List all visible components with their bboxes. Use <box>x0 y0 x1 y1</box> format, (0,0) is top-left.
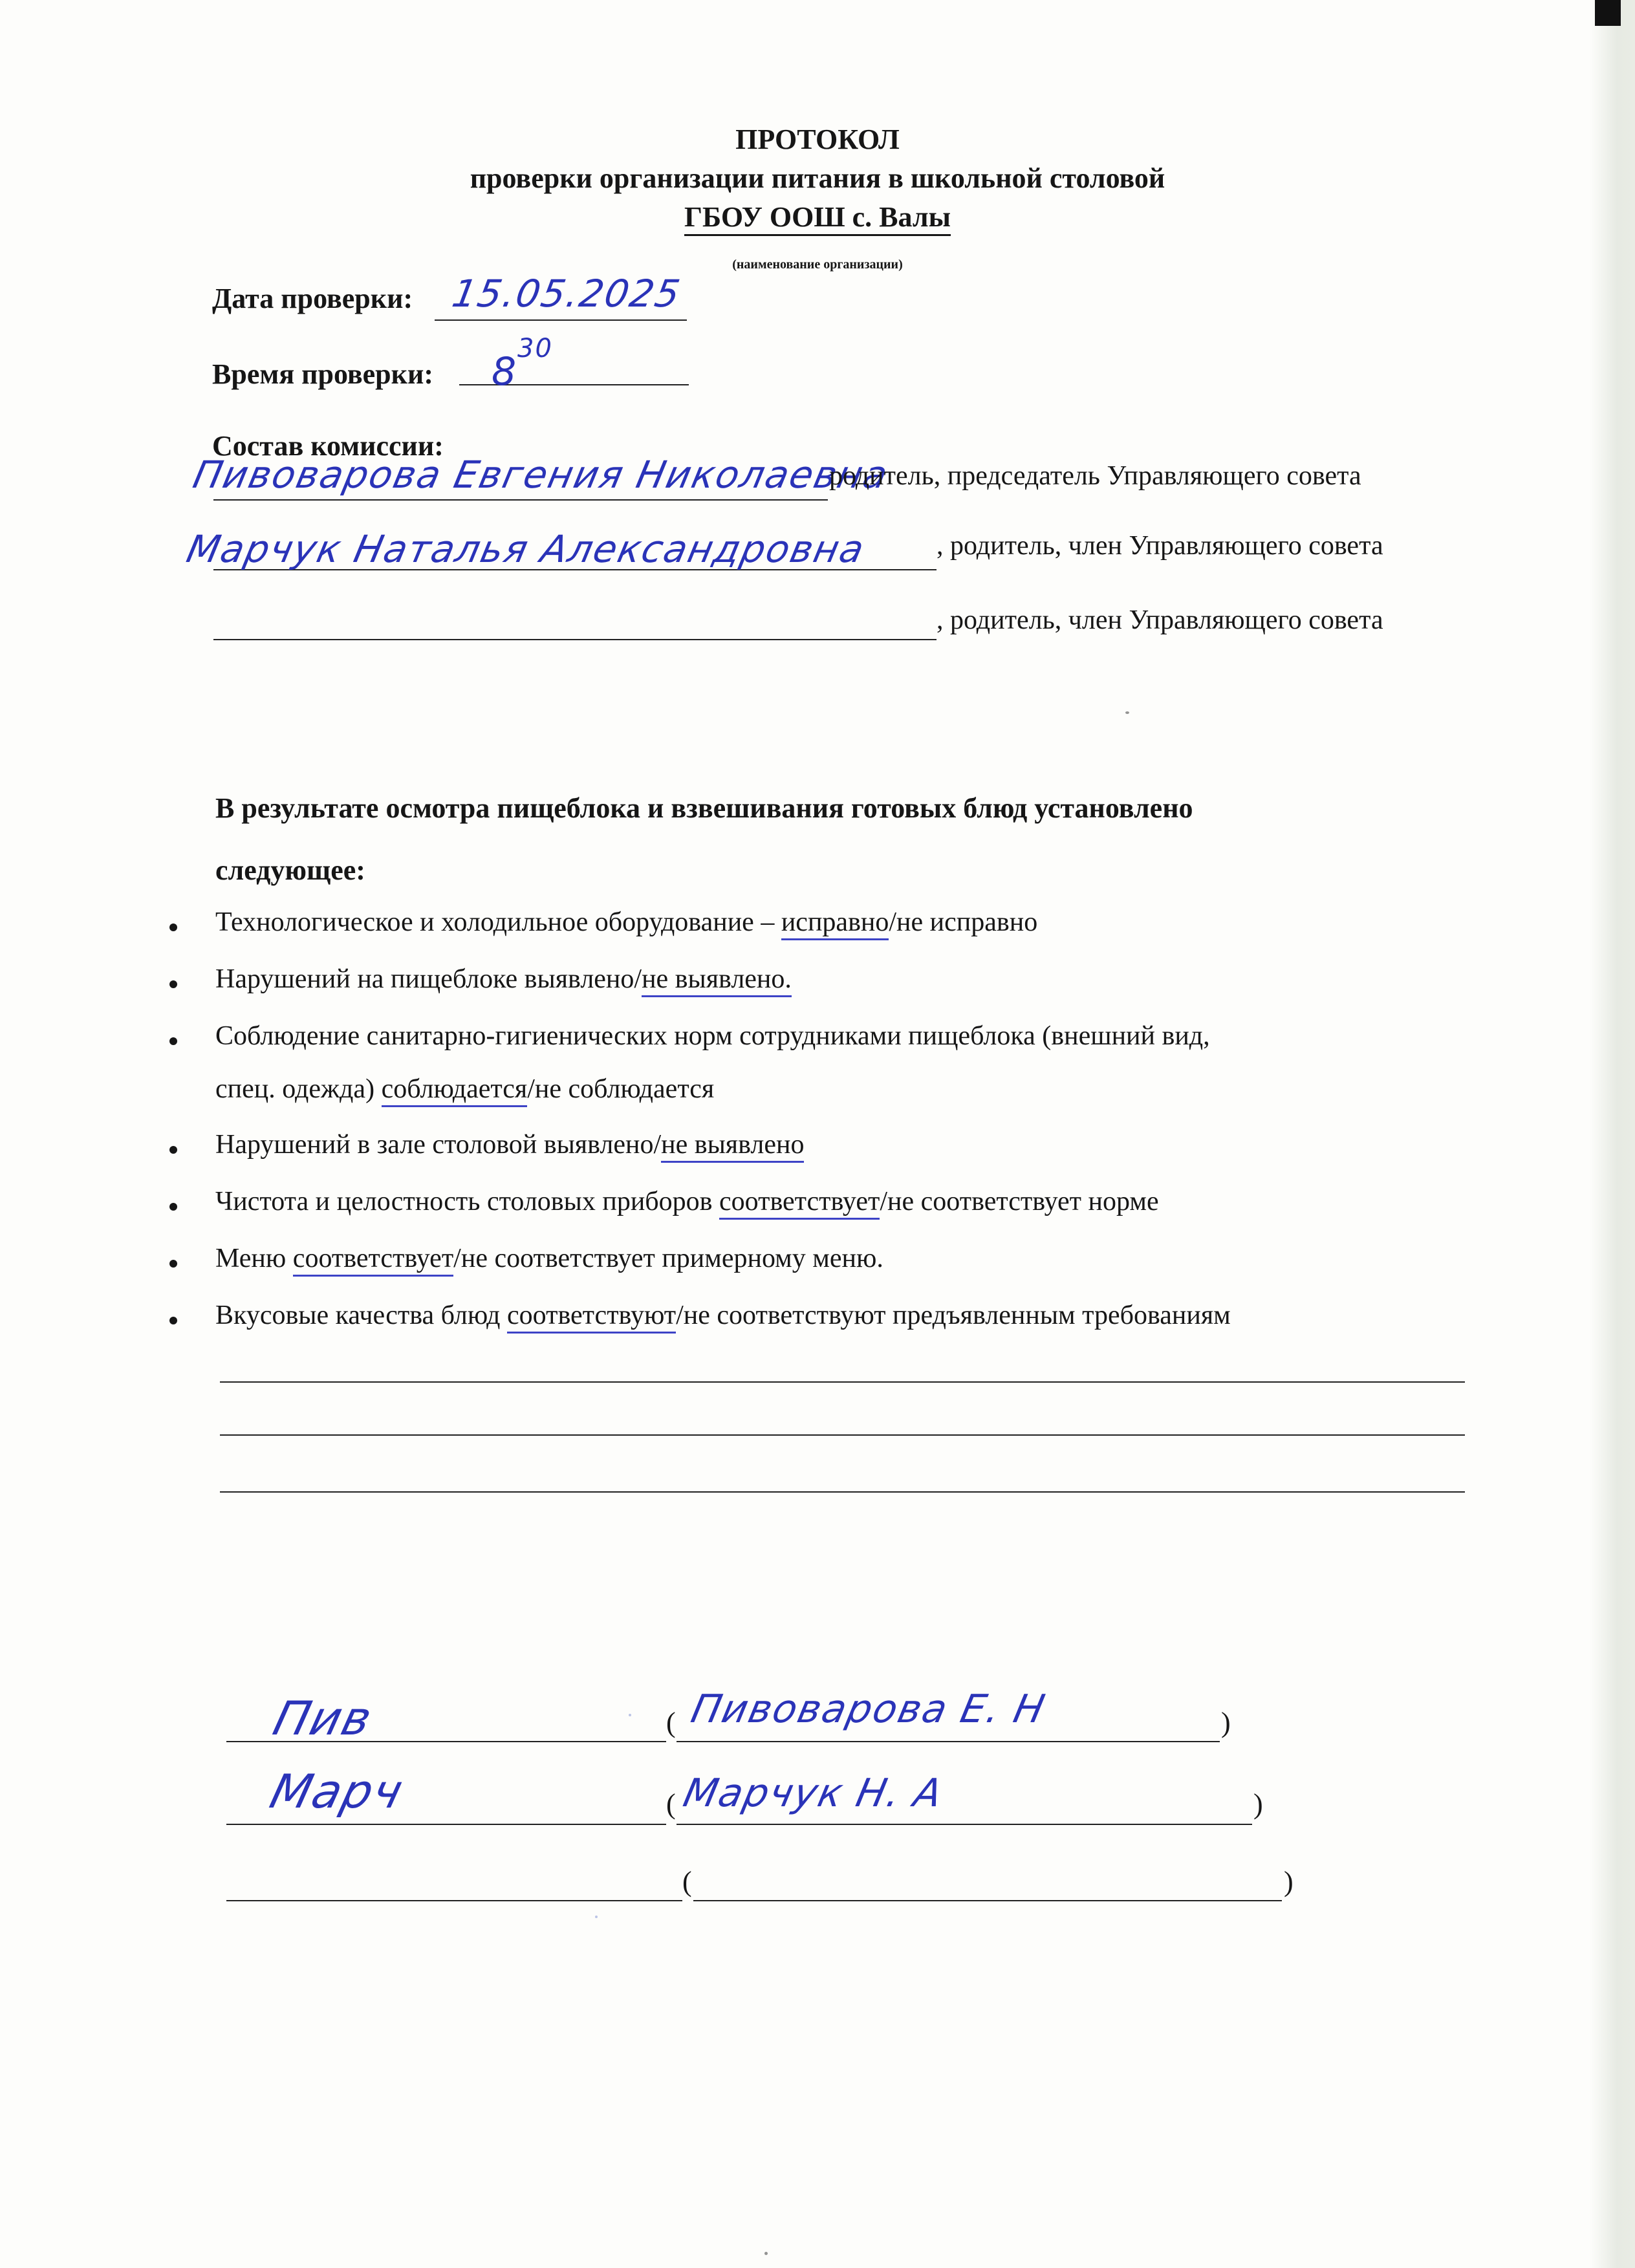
blank-line-1 <box>220 1381 1465 1383</box>
result-item-hall-violations: Нарушений в зале столовой выявлено/не выявлено <box>215 1129 804 1160</box>
document-title: ПРОТОКОЛ <box>735 124 900 155</box>
signature-line-2 <box>226 1824 666 1825</box>
organization-caption: (наименование организации) <box>732 257 903 272</box>
scan-speck <box>764 2252 768 2255</box>
commission-line-1 <box>213 499 828 501</box>
time-label: Время проверки: <box>212 358 433 390</box>
commission-member-2-role: , родитель, член Управляющего совета <box>937 531 1383 561</box>
commission-member-2-name: Марчук Наталья Александровна <box>182 527 869 571</box>
bullet-icon <box>169 1203 177 1211</box>
close-paren: ) <box>1221 1707 1231 1738</box>
document-subtitle: проверки организации питания в школьной столовой <box>470 162 1165 194</box>
results-intro-line1: В результате осмотра пищеблока и взвешивания готовых блюд установлено <box>215 792 1193 824</box>
bullet-icon <box>169 980 177 988</box>
signature-line-3 <box>226 1900 682 1901</box>
result-item-equipment: Технологическое и холодильное оборудование – исправно/не исправно <box>215 907 1037 938</box>
open-paren: ( <box>666 1707 676 1738</box>
close-paren: ) <box>1284 1866 1294 1897</box>
bullet-icon <box>169 1317 177 1324</box>
results-intro-line2: следующее: <box>215 854 365 886</box>
signature-name-line-3 <box>693 1900 1282 1901</box>
signature-2: Марч <box>265 1764 409 1819</box>
result-item-menu: Меню соответствует/не соответствует примерному меню. <box>215 1243 883 1274</box>
result-item-kitchen-violations: Нарушений на пищеблоке выявлено/не выявлено. <box>215 964 792 995</box>
scan-speck <box>595 1916 598 1918</box>
commission-member-3-role: , родитель, член Управляющего совета <box>937 605 1383 635</box>
signature-name-line-1 <box>677 1741 1220 1742</box>
bullet-icon <box>169 1260 177 1268</box>
blank-line-2 <box>220 1434 1465 1436</box>
time-value-hours: 8 <box>492 349 518 394</box>
time-value-minutes: 30 <box>517 334 553 363</box>
scan-speck <box>1125 711 1129 714</box>
scan-speck <box>629 1714 631 1716</box>
date-value: 15.05.2025 <box>449 272 685 316</box>
signature-1: Пив <box>268 1691 378 1745</box>
scan-edge-shadow <box>1590 0 1635 2268</box>
date-line <box>435 319 687 321</box>
commission-member-1-role: родитель, председатель Управляющего совета <box>829 461 1361 491</box>
signature-name-line-2 <box>677 1824 1252 1825</box>
blank-line-3 <box>220 1491 1465 1493</box>
bullet-icon <box>169 923 177 931</box>
open-paren: ( <box>666 1788 676 1820</box>
bullet-icon <box>169 1146 177 1154</box>
signature-2-name: Марчук Н. А <box>679 1771 947 1816</box>
organization-name: ГБОУ ООШ с. Валы <box>0 200 1635 233</box>
signature-1-name: Пивоварова Е. Н <box>687 1687 1050 1732</box>
commission-line-3 <box>213 639 937 640</box>
date-label: Дата проверки: <box>212 283 413 314</box>
result-item-sanitary-line2: спец. одежда) соблюдается/не соблюдается <box>215 1074 714 1105</box>
close-paren: ) <box>1253 1788 1263 1820</box>
bullet-icon <box>169 1037 177 1045</box>
result-item-cutlery: Чистота и целостность столовых приборов соответствует/не соответствует норме <box>215 1186 1159 1217</box>
result-item-sanitary-line1: Соблюдение санитарно-гигиенических норм сотрудниками пищеблока (внешний вид, <box>215 1021 1210 1051</box>
commission-label: Состав комиссии: <box>212 430 444 462</box>
open-paren: ( <box>682 1866 692 1897</box>
result-item-taste: Вкусовые качества блюд соответствуют/не соответствуют предъявленным требованиям <box>215 1300 1231 1331</box>
scan-corner-mark <box>1595 0 1621 26</box>
commission-member-1-name: Пивоварова Евгения Николаевна <box>189 453 893 497</box>
